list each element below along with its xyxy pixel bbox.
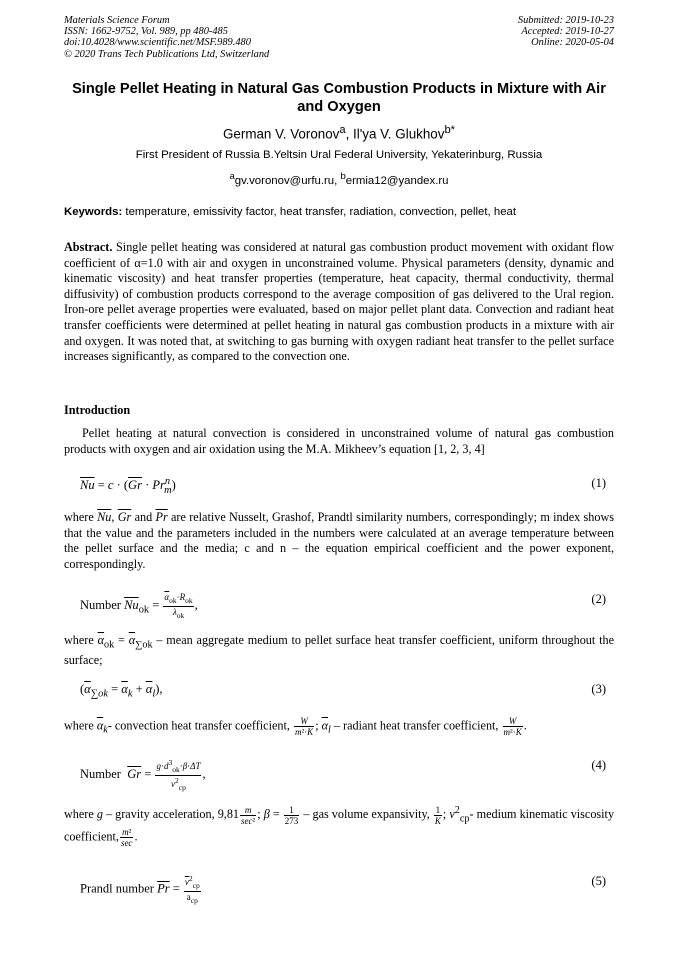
equation-2-expr: Number $\overline{Nu}_{ok}$ = $\frac{\overline{\alpha}_{ok}\cdot R_{ok}}{\overline{\lambda}_{ok}}$ , [80, 592, 198, 620]
equation-4-expr: Number $\overline{Gr}$ = $\frac{g\cdot d^3_{ok}\cdot\beta\cdot\Delta T}{v^2_{cp}}$ , [80, 758, 206, 792]
keywords-text: temperature, emissivity factor, heat transfer, radiation, convection, pellet, heat [122, 206, 517, 218]
email-b[interactable]: ermia12@yandex.ru [345, 174, 449, 187]
abstract-label: Abstract. [64, 240, 113, 254]
where-label: where [64, 807, 94, 822]
where-label: where [64, 633, 94, 647]
intro-para-4a: - convection heat transfer coefficient, [107, 718, 293, 733]
accepted-date: Accepted: 2019-10-27 [521, 26, 614, 38]
email-a[interactable]: gv.voronov@urfu.ru [234, 174, 335, 187]
intro-para-4b: – radiant heat transfer coefficient, [330, 718, 502, 733]
copyright-line: © 2020 Trans Tech Publications Ltd, Switzerland [64, 48, 270, 60]
intro-para-4: where $\overline{\alpha}_k-$ convection heat transfer coefficient, $\frac{W}{\text{m²·K}}$ ; $\overline{\alpha}_l$ – radiant heat transfer coefficient, $\frac{W}{\text{m²·K}}$ . [64, 716, 527, 737]
equation-3-expr: $(\overline{\alpha}_{\sum ok} = \overline{\alpha}_k + \overline{\alpha}_l)$, [80, 682, 163, 700]
number-label: Number [80, 767, 121, 782]
email-b-sup: b [340, 171, 346, 182]
authors-line: German V. Voronov$^a$, Il'ya V. Glukhov$^{b*}$ [223, 124, 455, 142]
abstract [64, 240, 614, 365]
emails-line: $^a$gv.voronov@urfu.ru, $^b$ermia12@yandex.ru [229, 171, 449, 187]
intro-para-5b: – gas volume expansivity, [300, 807, 433, 822]
author-1-sup: a [339, 124, 346, 136]
affiliation: First President of Russia B.Yeltsin Ural Federal University, Yekaterinburg, Russia [135, 149, 543, 161]
keywords [64, 206, 614, 218]
online-date: Online: 2020-05-04 [531, 37, 614, 49]
intro-para-1: Pellet heating at natural convection is considered in unconstrained volume of natural gas combustion products with oxygen and air oxidation using the M.A. Mikheev’s equation [1, 2, 3, 4] [64, 426, 614, 456]
equation-4 [64, 758, 614, 792]
author-1: German V. Voronov [223, 126, 340, 142]
journal-info [64, 15, 269, 60]
equation-1-expr: $\overline{Nu} = c \cdot (\overline{Gr} \cdot Pr^n_m)$ [80, 476, 176, 496]
dates-info [518, 15, 614, 49]
intro-para-5: where g – gravity acceleration, 9,81 $\frac{m}{\text{sec²}}$ ; β = $\frac{1}{273}$ – gas volume expansivity, $\frac{1}{K}$ ; $v^2_{cp}-$ medium kinematic viscosity coefficient, $\frac{\text{m²}}{\sec}$ . [64, 804, 615, 849]
equation-5-expr: Prandl number $\overline{Pr}$ = $\frac{\overline{v}^2_{cp}}{a_{cp}}$ [80, 874, 200, 905]
where-label: where [64, 718, 94, 733]
author-2: Il'ya V. Glukhov [353, 126, 445, 142]
author-2-sup: b* [444, 124, 455, 136]
equation-5 [64, 874, 614, 905]
equation-4-number: (4) [591, 758, 606, 772]
where-label: where [64, 510, 94, 524]
email-a-sup: a [229, 171, 235, 182]
introduction-heading: Introduction [64, 403, 131, 417]
number-label: Number [80, 598, 121, 613]
equation-1 [64, 476, 614, 498]
equation-5-number: (5) [591, 874, 606, 888]
equation-3 [64, 682, 614, 704]
equation-3-number: (3) [591, 682, 606, 696]
submitted-date: Submitted: 2019-10-23 [517, 15, 614, 26]
intro-para-5c: - medium kinematic viscosity coefficient, [64, 807, 615, 844]
abstract-text: Single pellet heating was considered at natural gas combustion product movement with oxidant flow coefficient of α=1.0 with air and oxygen in unconstrained volume. Physical parameters (density, dynamic and kinematic viscosity) and heat transfer properties (temperature, heat capacity, thermal conductivity, thermal diffusivity) of combustion products correspond to the average composition of gas delivered to the Ural region. Iron-ore pellet average properties were evaluated, based on major pellet plant data. Convection and radiant heat transfer coefficients were determined at pellet heating in natural gas combustion products in a mixture with air and oxygen. It was noted that, at switching to gas burning with oxygen radiant heat transfer to the pellet surface increases significantly, as compared to the convection one. [64, 240, 614, 364]
keywords-label: Keywords: [64, 206, 123, 218]
doi-line: doi:10.4028/www.scientific.net/MSF.989.480 [64, 37, 251, 49]
equation-2-number: (2) [591, 592, 606, 606]
intro-para-2-text: are relative Nusselt, Grashof, Prandtl similarity numbers, correspondingly; m index shows that the value and the parameters included in the numbers were calculated at an average temperature between the pellet surface and the media; c and n – the equation empirical coefficient and the power exponent, correspondingly. [64, 510, 615, 571]
issn-line: ISSN: 1662-9752, Vol. 989, pp 480-485 [64, 26, 228, 38]
intro-para-3-text: – mean aggregate medium to pellet surface heat transfer coefficient, uniform throughout the surface; [64, 633, 615, 668]
intro-para-2: where $\overline{Nu}$, $\overline{Gr}$ and $\overline{Pr}$ are relative Nusselt, Grashof, Prandtl similarity numbers, correspondingly; m index shows that the value and the parameters included in the numbers were calculated at an average temperature between the pellet surface and the media; c and n – the equation empirical coefficient and the power exponent, correspondingly. [64, 510, 615, 571]
paper-title: Single Pellet Heating in Natural Gas Combustion Products in Mixture with Air and Oxygen [72, 81, 606, 115]
journal-name: Materials Science Forum [64, 15, 170, 26]
prandtl-label: Prandl number [80, 881, 154, 896]
equation-2 [64, 592, 614, 618]
intro-para-3: where $\overline{\alpha}_{ok} = \overline{\alpha}_{\sum ok}$ – mean aggregate medium to pellet surface heat transfer coefficient, uniform throughout the surface; [64, 633, 615, 668]
equation-1-number: (1) [591, 476, 606, 490]
intro-para-5a: – gravity acceleration, 9,81 [102, 807, 240, 822]
